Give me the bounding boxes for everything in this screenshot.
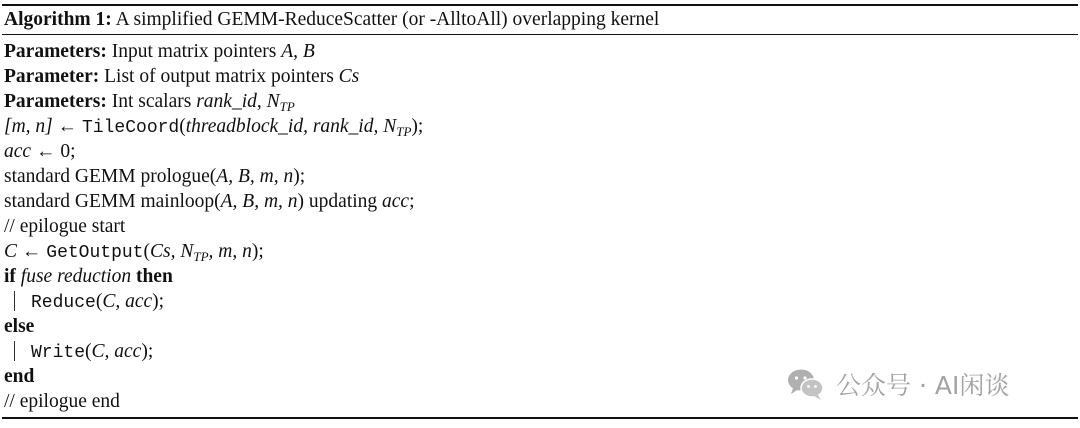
punct: ( xyxy=(179,116,186,137)
prologue-line xyxy=(4,164,305,189)
tilecoord-line xyxy=(4,114,423,139)
math-var: Cs xyxy=(338,66,360,87)
punct: ); xyxy=(293,166,306,187)
function-name: Reduce xyxy=(31,293,96,313)
line-text: Input matrix pointers xyxy=(111,41,277,62)
math-args: C, acc xyxy=(102,291,153,312)
math-var: acc xyxy=(382,191,410,212)
punct: , xyxy=(256,91,262,112)
watermark xyxy=(786,366,1009,402)
punct: ); xyxy=(152,291,165,312)
line-text: ← 0; xyxy=(31,141,76,162)
bottom-rule xyxy=(2,417,1078,419)
comment-text: // epilogue end xyxy=(4,391,120,412)
math-expr: [m, n] xyxy=(4,116,53,137)
keyword-parameters: Parameters: xyxy=(4,41,107,62)
function-name: Write xyxy=(31,343,86,363)
wechat-icon xyxy=(786,367,826,401)
math-args: A, B, m, n xyxy=(216,166,294,187)
keyword-parameters: Parameters: xyxy=(4,91,107,112)
comment-epilogue-start xyxy=(4,214,125,239)
punct: , xyxy=(293,41,299,62)
if-line xyxy=(4,264,173,289)
block-bar xyxy=(14,341,15,361)
subscript: TP xyxy=(396,124,412,139)
function-name: TileCoord xyxy=(82,118,180,138)
caption-title: A simplified GEMM-ReduceScatter (or -AlltoAll) overlapping kernel xyxy=(115,9,660,30)
subscript: TP xyxy=(193,249,209,264)
line-text: standard GEMM mainloop( xyxy=(4,191,221,212)
watermark-text: 公众号 · AI闲谈 xyxy=(836,371,1010,400)
math-args: threadblock_id, rank_id, N xyxy=(185,116,397,137)
condition: fuse reduction xyxy=(20,266,132,287)
assign-arrow: ← xyxy=(52,116,83,137)
punct: ( xyxy=(85,341,92,362)
keyword-end: end xyxy=(4,366,35,387)
keyword-parameter: Parameter: xyxy=(4,66,100,87)
param-line-1 xyxy=(4,39,315,64)
math-args: , m, n xyxy=(208,241,252,262)
comment-epilogue-end xyxy=(4,389,120,414)
math-var: C xyxy=(4,241,18,262)
algorithm-caption xyxy=(4,9,659,31)
punct: ( xyxy=(143,241,150,262)
param-line-2 xyxy=(4,64,359,89)
punct: ); xyxy=(411,116,424,137)
end-line xyxy=(4,364,34,389)
punct: ; xyxy=(409,191,415,212)
line-text: standard GEMM prologue( xyxy=(4,166,217,187)
punct: ); xyxy=(251,241,264,262)
comment-text: // epilogue start xyxy=(4,216,126,237)
getoutput-line xyxy=(4,239,264,264)
caption-label: Algorithm 1: xyxy=(4,9,112,30)
block-bar xyxy=(14,291,15,311)
math-var: A xyxy=(281,41,294,62)
algorithm-block xyxy=(2,0,1078,428)
keyword-else: else xyxy=(4,316,35,337)
punct: ( xyxy=(95,291,103,312)
function-name: GetOutput xyxy=(46,243,144,263)
line-text: ) updating xyxy=(297,191,383,212)
punct: ); xyxy=(141,341,154,362)
assign-arrow: ← xyxy=(17,241,47,262)
line-text: Int scalars xyxy=(111,91,192,112)
param-line-3 xyxy=(4,89,295,114)
top-rule xyxy=(2,4,1078,6)
else-line xyxy=(4,314,34,339)
math-var: acc xyxy=(4,141,32,162)
write-line xyxy=(4,339,153,364)
math-var: N xyxy=(266,91,280,112)
mainloop-line xyxy=(4,189,415,214)
subscript: TP xyxy=(279,99,295,114)
math-args: A, B, m, n xyxy=(220,191,298,212)
reduce-line xyxy=(4,289,164,314)
caption-rule xyxy=(2,34,1078,35)
keyword-if: if xyxy=(4,266,16,287)
math-args: Cs, N xyxy=(149,241,194,262)
math-var: B xyxy=(302,41,315,62)
keyword-then: then xyxy=(135,266,173,287)
math-args: C, acc xyxy=(91,341,142,362)
acc-init-line xyxy=(4,139,75,164)
line-text: List of output matrix pointers xyxy=(104,66,334,87)
math-var: rank_id xyxy=(196,91,257,112)
